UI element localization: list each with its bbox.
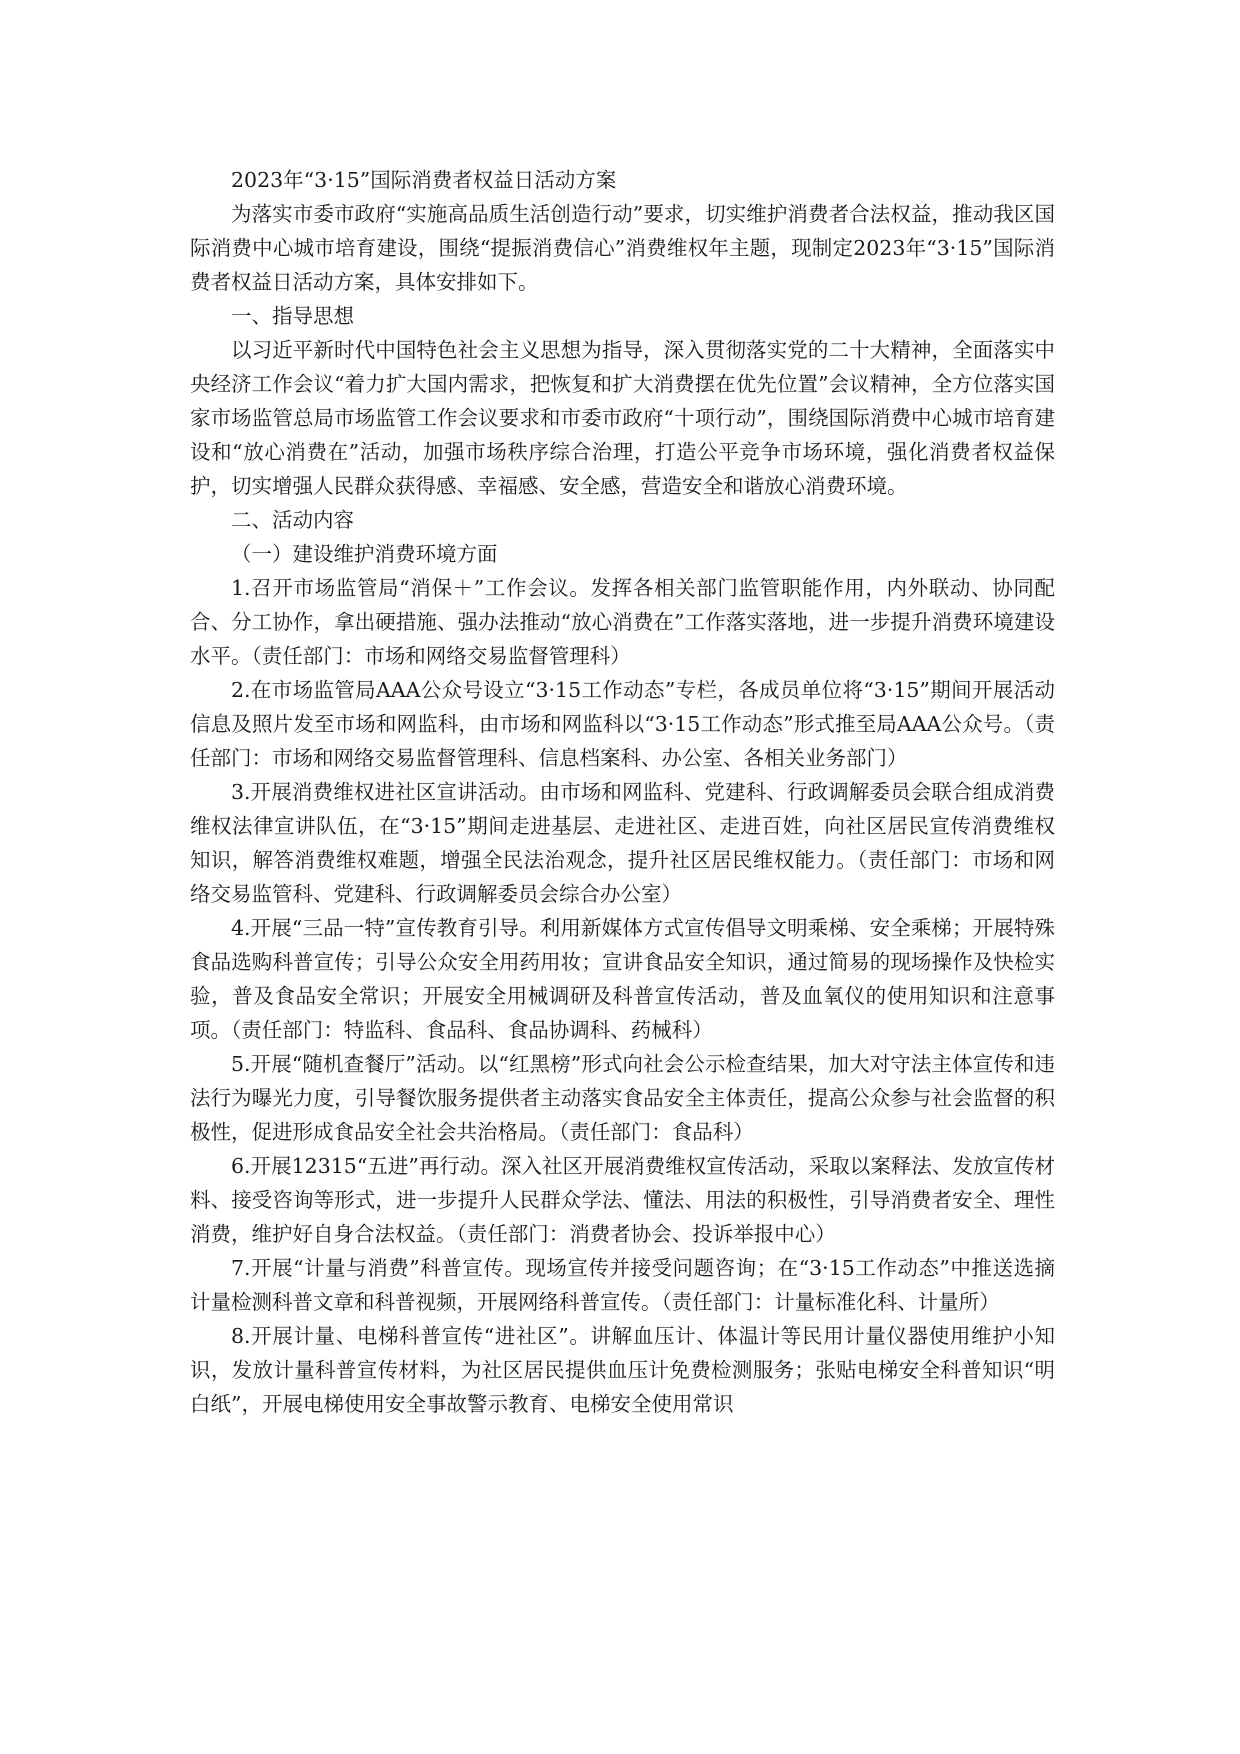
activity-item-5: 5.开展“随机查餐厅”活动。以“红黑榜”形式向社会公示检查结果，加大对守法主体宣传和违法行为曝光力度，引导餐饮服务提供者主动落实食品安全主体责任，提高公众参与社会监督的积极性，促进形成食品安全社会共治格局。（责任部门：食品科） [190, 1052, 1055, 1144]
document-title: 2023年“3·15”国际消费者权益日活动方案 [231, 168, 617, 192]
activity-item-4: 4.开展“三品一特”宣传教育引导。利用新媒体方式宣传倡导文明乘梯、安全乘梯；开展特殊食品选购科普宣传；引导公众安全用药用妆；宣讲食品安全知识，通过简易的现场操作及快检实验，普及食品安全常识；开展安全用械调研及科普宣传活动，普及血氧仪的使用知识和注意事项。（责任部门：特监科、食品科、食品协调科、药械科） [190, 916, 1055, 1042]
activity-item-1: 1.召开市场监管局“消保＋”工作会议。发挥各相关部门监管职能作用，内外联动、协同配合、分工协作，拿出硬措施、强办法推动“放心消费在”工作落实落地，进一步提升消费环境建设水平。（责任部门：市场和网络交易监督管理科） [190, 576, 1055, 668]
activity-item-7: 7.开展“计量与消费”科普宣传。现场宣传并接受问题咨询；在“3·15工作动态”中推送选摘计量检测科普文章和科普视频，开展网络科普宣传。（责任部门：计量标准化科、计量所） [190, 1256, 1055, 1314]
subsection-heading-environment: （一）建设维护消费环境方面 [231, 542, 498, 566]
intro-paragraph: 为落实市委市政府“实施高品质生活创造行动”要求，切实维护消费者合法权益，推动我区国际消费中心城市培育建设，围绕“提振消费信心”消费维权年主题，现制定2023年“3·15”国际消费者权益日活动方案，具体安排如下。 [190, 202, 1055, 294]
guiding-thought-paragraph: 以习近平新时代中国特色社会主义思想为指导，深入贯彻落实党的二十大精神，全面落实中央经济工作会议“着力扩大国内需求，把恢复和扩大消费摆在优先位置”会议精神，全方位落实国家市场监管总局市场监管工作会议要求和市委市政府“十项行动”，围绕国际消费中心城市培育建设和“放心消费在”活动，加强市场秩序综合治理，打造公平竞争市场环境，强化消费者权益保护，切实增强人民群众获得感、幸福感、安全感，营造安全和谐放心消费环境。 [190, 338, 1055, 498]
activity-item-2: 2.在市场监管局AAA公众号设立“3·15工作动态”专栏，各成员单位将“3·15”期间开展活动信息及照片发至市场和网监科，由市场和网监科以“3·15工作动态”形式推至局AAA公众号。（责任部门：市场和网络交易监督管理科、信息档案科、办公室、各相关业务部门） [190, 678, 1055, 770]
activity-item-3: 3.开展消费维权进社区宣讲活动。由市场和网监科、党建科、行政调解委员会联合组成消费维权法律宣讲队伍，在“3·15”期间走进基层、走进社区、走进百姓，向社区居民宣传消费维权知识，解答消费维权难题，增强全民法治观念，提升社区居民维权能力。（责任部门：市场和网络交易监管科、党建科、行政调解委员会综合办公室） [190, 780, 1055, 906]
activity-item-8: 8.开展计量、电梯科普宣传“进社区”。讲解血压计、体温计等民用计量仪器使用维护小知识，发放计量科普宣传材料，为社区居民提供血压计免费检测服务；张贴电梯安全科普知识“明白纸”，开展电梯使用安全事故警示教育、电梯安全使用常识 [190, 1324, 1055, 1416]
section-heading-guiding-thought: 一、指导思想 [231, 304, 354, 328]
document-body [190, 163, 1055, 1421]
activity-item-6: 6.开展12315“五进”再行动。深入社区开展消费维权宣传活动，采取以案释法、发放宣传材料、接受咨询等形式，进一步提升人民群众学法、懂法、用法的积极性，引导消费者安全、理性消费，维护好自身合法权益。（责任部门：消费者协会、投诉举报中心） [190, 1154, 1055, 1246]
section-heading-activities: 二、活动内容 [231, 508, 354, 532]
